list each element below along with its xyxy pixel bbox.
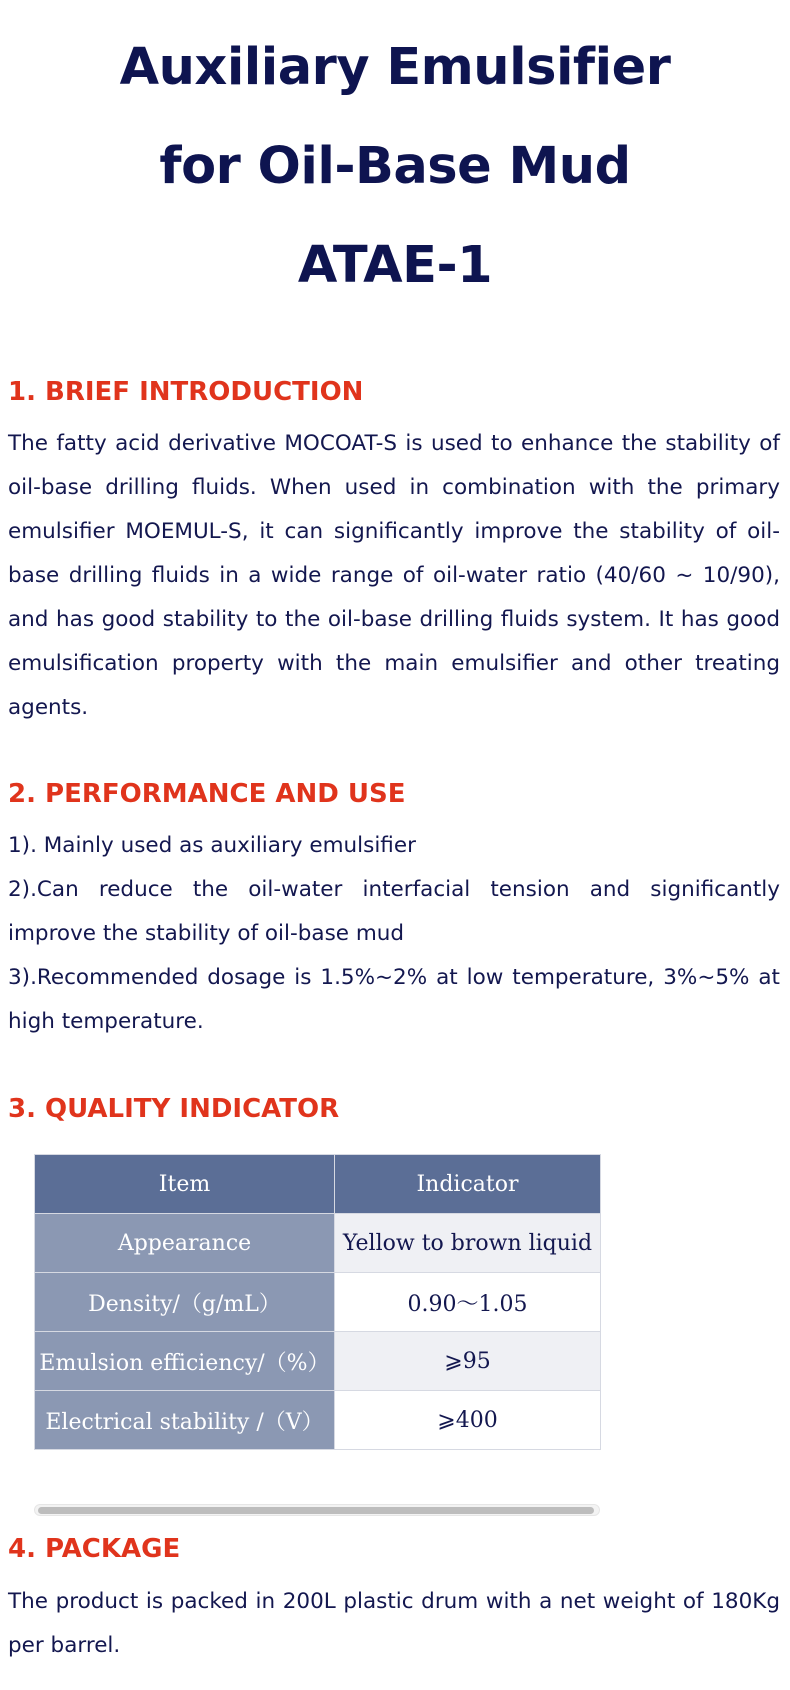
row-value-appearance: Yellow to brown liquid (335, 1214, 601, 1273)
section-heading-package: 4. PACKAGE (8, 1534, 181, 1564)
row-label-emulsion-efficiency: Emulsion efficiency/（%） (35, 1332, 335, 1391)
title-line-2: for Oil-Base Mud (159, 137, 631, 196)
row-value-electrical-stability: ⩾400 (335, 1391, 601, 1450)
table-header-row (35, 1155, 601, 1214)
row-value-density: 0.90～1.05 (335, 1273, 601, 1332)
section-heading-intro: 1. BRIEF INTRODUCTION (8, 377, 364, 407)
column-header-item: Item (35, 1155, 335, 1214)
table-row (35, 1214, 601, 1273)
row-label-electrical-stability: Electrical stability /（V） (35, 1391, 335, 1450)
performance-item-2: 2).Can reduce the oil-water interfacial tension and significantly improve the stability of oil-base mud (8, 877, 780, 946)
table-row (35, 1332, 601, 1391)
section-heading-performance: 2. PERFORMANCE AND USE (8, 779, 406, 809)
title-line-3: ATAE-1 (297, 236, 493, 295)
performance-item-3: 3).Recommended dosage is 1.5%~2% at low temperature, 3%~5% at high temperature. (8, 965, 780, 1034)
row-label-appearance: Appearance (35, 1214, 335, 1273)
product-title (0, 18, 790, 315)
row-label-density: Density/（g/mL） (35, 1273, 335, 1332)
table-horizontal-scrollbar[interactable] (34, 1504, 600, 1516)
scrollbar-thumb[interactable] (38, 1507, 594, 1514)
title-line-1: Auxiliary Emulsifier (119, 38, 671, 97)
table-row (35, 1273, 601, 1332)
column-header-indicator: Indicator (335, 1155, 601, 1214)
row-value-emulsion-efficiency: ⩾95 (335, 1332, 601, 1391)
intro-paragraph: The fatty acid derivative MOCOAT-S is used to enhance the stability of oil-base drilling fluids. When used in combination with the primary emulsifier MOEMUL-S, it can significantly improve the stability of oil-base drilling fluids in a wide range of oil-water ratio (40/60 ~ 10/90), and has good stability to the oil-base drilling fluids system. It has good emulsification property with the main emulsifier and other treating agents. (8, 431, 780, 720)
table-row (35, 1391, 601, 1450)
performance-item-1: 1). Mainly used as auxiliary emulsifier (8, 833, 416, 858)
section-heading-quality: 3. QUALITY INDICATOR (8, 1094, 340, 1124)
quality-indicator-table (34, 1154, 601, 1450)
package-paragraph: The product is packed in 200L plastic drum with a net weight of 180Kg per barrel. (8, 1589, 780, 1658)
